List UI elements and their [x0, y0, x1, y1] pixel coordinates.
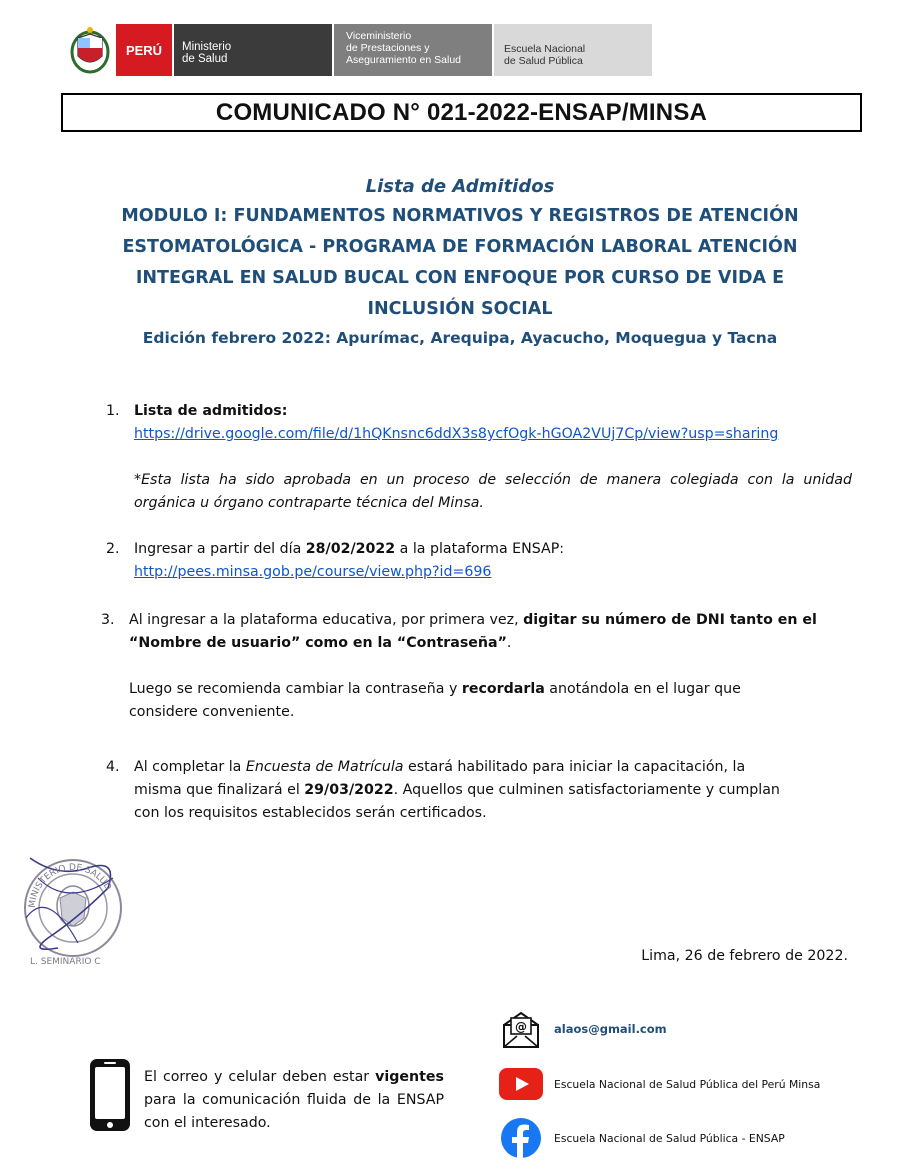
- email-icon: [498, 1008, 544, 1050]
- ensap-platform-link[interactable]: http://pees.minsa.gob.pe/course/view.php?id=696: [134, 564, 492, 580]
- item-text: estará habilitado para iniciar la capacitación, la: [403, 759, 746, 775]
- ministerio-logo: Ministerio de Salud: [174, 24, 332, 76]
- headings: [60, 175, 860, 349]
- official-seal-stamp: [18, 848, 128, 968]
- escuela-logo: Escuela Nacional de Salud Pública: [494, 24, 652, 76]
- end-date: 29/03/2022: [304, 782, 394, 798]
- list-item-3: [101, 609, 866, 724]
- edicion-heading: Edición febrero 2022: Apurímac, Arequipa, Ayacucho, Moquegua y Tacna: [142, 329, 778, 347]
- mobile-phone-icon: [88, 1057, 132, 1133]
- item-text: misma que finalizará el: [134, 782, 305, 798]
- place-date: Lima, 26 de febrero de 2022.: [641, 948, 848, 964]
- contact-youtube-row: [498, 1063, 820, 1105]
- item-number: 2.: [106, 541, 120, 557]
- item-number: 3.: [101, 612, 115, 628]
- modulo-line: ESTOMATOLÓGICA - PROGRAMA DE FORMACIÓN LABORAL ATENCIÓN: [122, 237, 798, 257]
- dni-instruction: digitar su número de DNI tanto en el: [523, 612, 817, 628]
- item-text: a la plataforma ENSAP:: [395, 541, 565, 557]
- item-number: 1.: [106, 403, 120, 419]
- lista-heading: Lista de Admitidos: [365, 176, 555, 197]
- list-item-4: [106, 756, 866, 825]
- contact-email[interactable]: alaos@gmail.com: [554, 1022, 667, 1036]
- facebook-icon: [498, 1117, 544, 1159]
- start-date: 28/02/2022: [305, 541, 396, 557]
- seal-bottom-text: L. SEMINARIO C: [30, 957, 101, 967]
- youtube-channel[interactable]: Escuela Nacional de Salud Pública del Perú Minsa: [554, 1077, 821, 1091]
- item-text: anotándola en el lugar que: [544, 681, 741, 697]
- approval-note: *Esta lista ha sido aprobada en un proceso de selección de manera colegiada con la unidad orgánica u órgano contraparte técnica del Minsa.: [134, 472, 852, 511]
- modulo-heading: [60, 201, 860, 325]
- youtube-icon: [498, 1063, 544, 1105]
- note-text: El correo y celular deben estar: [144, 1069, 376, 1085]
- contact-note: [144, 1066, 444, 1135]
- modulo-line: INCLUSIÓN SOCIAL: [367, 299, 553, 319]
- item-text: Al completar la: [134, 759, 246, 775]
- item-text: Luego se recomienda cambiar la contraseña y: [129, 681, 462, 697]
- item-number: 4.: [106, 759, 120, 775]
- modulo-line: INTEGRAL EN SALUD BUCAL CON ENFOQUE POR CURSO DE VIDA E: [135, 268, 785, 288]
- document-title: COMUNICADO N° 021-2022-ENSAP/MINSA: [215, 98, 708, 126]
- list-item-2: [106, 538, 866, 584]
- item-text: considere conveniente.: [129, 704, 295, 720]
- viceministerio-logo: Viceministerio de Prestaciones y Aseguramiento en Salud: [334, 24, 492, 76]
- note-text: para la comunicación fluida de la ENSAP con el interesado.: [144, 1092, 444, 1131]
- item-text: con los requisitos establecidos serán certificados.: [134, 805, 487, 821]
- list-item-1: [106, 400, 866, 515]
- survey-name: Encuesta de Matrícula: [245, 759, 404, 775]
- document-title-box: [61, 93, 862, 132]
- item-text: . Aquellos que culminen satisfactoriamente y cumplan: [393, 782, 780, 798]
- item-text: Al ingresar a la plataforma educativa, por primera vez,: [129, 612, 524, 628]
- peru-logo: PERÚ: [116, 24, 172, 76]
- remember-instruction: recordarla: [461, 681, 545, 697]
- note-emphasis: vigentes: [375, 1069, 444, 1085]
- seal-top-text: MINISTERIO DE SALUD: [27, 862, 113, 909]
- peru-coat-of-arms-icon: [68, 24, 112, 76]
- header-logos: [68, 24, 652, 76]
- item-title: Lista de admitidos:: [134, 403, 288, 419]
- svg-text:@: @: [515, 1020, 527, 1034]
- contact-email-row: [498, 1008, 667, 1050]
- item-text: .: [506, 635, 512, 651]
- modulo-line: MODULO I: FUNDAMENTOS NORMATIVOS Y REGISTROS DE ATENCIÓN: [121, 206, 799, 226]
- facebook-page[interactable]: Escuela Nacional de Salud Pública - ENSAP: [554, 1131, 785, 1145]
- item-text: Ingresar a partir del día: [134, 541, 306, 557]
- dni-instruction: “Nombre de usuario” como en la “Contraseña”: [129, 635, 507, 651]
- contact-facebook-row: [498, 1117, 785, 1159]
- drive-link[interactable]: https://drive.google.com/file/d/1hQKnsnc6ddX3s8ycfOgk-hGOA2VUj7Cp/view?usp=sharing: [134, 426, 779, 442]
